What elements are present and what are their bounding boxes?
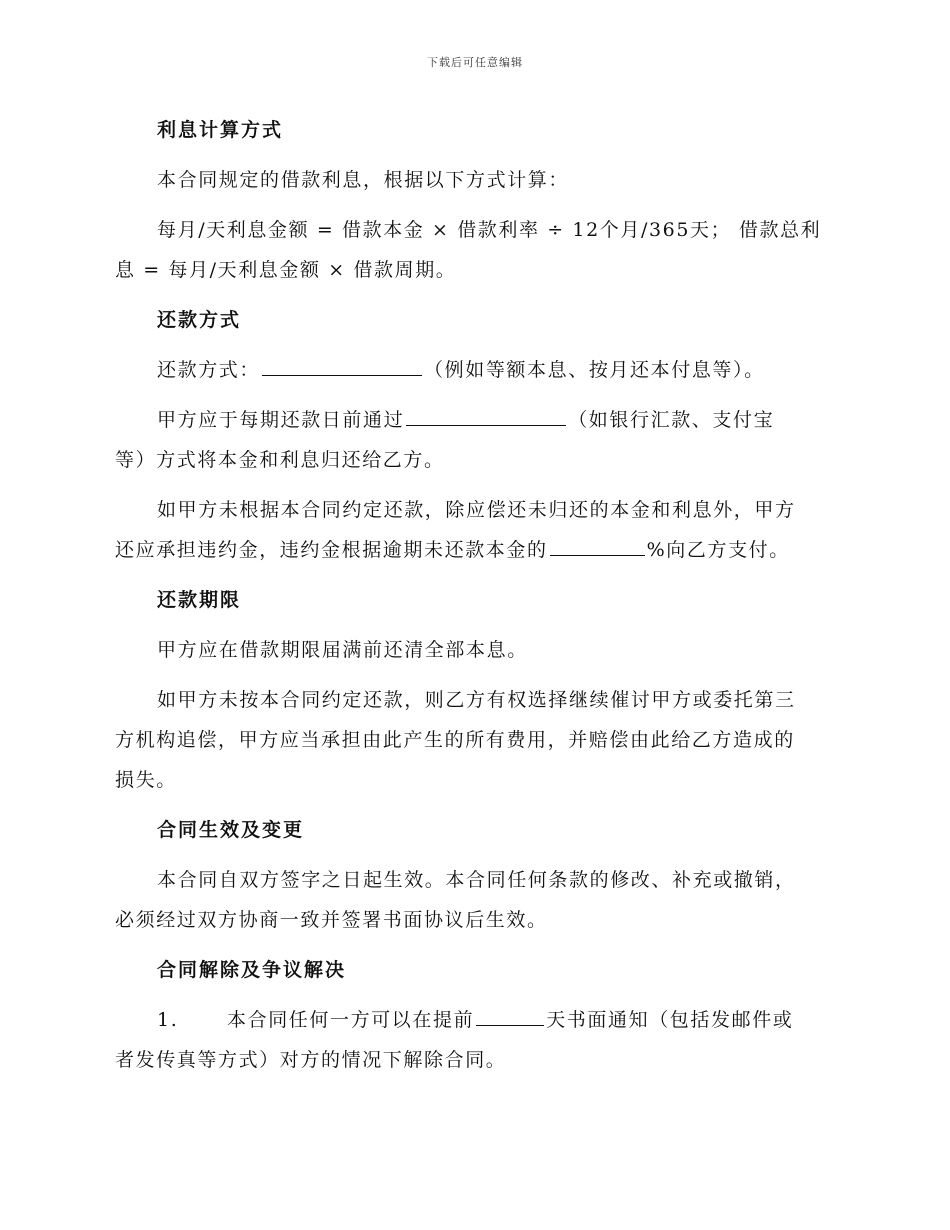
- paragraph-line: [115, 1000, 835, 1040]
- paragraph-line: 本合同自双方签字之日起生效。本合同任何条款的修改、补充或撤销，: [157, 869, 796, 891]
- paragraph-line: 每月/天利息金额 = 借款本金 × 借款利率 ÷ 12个月/365天； 借款总利: [157, 219, 822, 241]
- paragraph-line: 等）方式将本金和利息归还给乙方。: [115, 449, 445, 471]
- document-body: [115, 110, 835, 1080]
- paragraph-line: [115, 530, 835, 570]
- text-segment: 本合同任何一方可以在提前: [227, 1009, 475, 1031]
- paragraph-termination-item-1: [115, 1000, 835, 1080]
- text-segment: 甲方应于每期还款日前通过: [157, 409, 405, 431]
- paragraph-interest-formula: [115, 210, 835, 290]
- header-note: 下载后可任意编辑: [427, 56, 523, 69]
- paragraph-effect: [115, 860, 835, 940]
- paragraph-line: [115, 350, 835, 390]
- text-segment: 还应承担违约金，违约金根据逾期未还款本金的: [115, 539, 548, 561]
- paragraph-penalty: [115, 490, 835, 570]
- paragraph-line: 方机构追偿，甲方应当承担由此产生的所有费用，并赔偿由此给乙方造成的: [115, 729, 795, 751]
- paragraph-line: 如甲方未根据本合同约定还款，除应偿还未归还的本金和利息外，甲方: [157, 499, 796, 521]
- paragraph-interest-intro: [115, 160, 835, 200]
- text-segment: 天书面通知（包括发邮件或: [546, 1009, 794, 1031]
- section-heading-interest: 利息计算方式: [157, 119, 284, 141]
- paragraph-line: 息 = 每月/天利息金额 × 借款周期。: [115, 259, 457, 281]
- paragraph-line: 如甲方未按本合同约定还款，则乙方有权选择继续催讨甲方或委托第三: [157, 689, 796, 711]
- paragraph-line: 本合同规定的借款利息，根据以下方式计算：: [157, 169, 570, 191]
- paragraph-line: 必须经过双方协商一致并签署书面协议后生效。: [115, 909, 548, 931]
- fill-in-blank[interactable]: [406, 403, 566, 426]
- fill-in-blank[interactable]: [476, 1003, 544, 1026]
- section-heading-repay-term: 还款期限: [157, 589, 242, 611]
- fill-in-blank[interactable]: [550, 533, 645, 556]
- paragraph-line: 甲方应在借款期限届满前还清全部本息。: [157, 639, 528, 661]
- paragraph-line: [115, 400, 835, 440]
- paragraph-line: 者发传真等方式）对方的情况下解除合同。: [115, 1049, 507, 1071]
- paragraph-repay-term: [115, 630, 835, 670]
- paragraph-line: 损失。: [115, 769, 177, 791]
- paragraph-repay-channel: [115, 400, 835, 480]
- section-heading-effect: 合同生效及变更: [157, 819, 305, 841]
- text-segment: （如银行汇款、支付宝: [568, 409, 775, 431]
- paragraph-default: [115, 680, 835, 800]
- text-segment: %向乙方支付。: [646, 539, 790, 561]
- fill-in-blank[interactable]: [262, 353, 422, 376]
- text-segment: 还款方式：: [157, 359, 261, 381]
- section-heading-repay-method: 还款方式: [157, 309, 242, 331]
- paragraph-repay-method: [115, 350, 835, 390]
- section-heading-termination: 合同解除及争议解决: [157, 959, 347, 981]
- list-number: 1.: [157, 1009, 179, 1031]
- text-segment: （例如等额本息、按月还本付息等）。: [424, 359, 765, 381]
